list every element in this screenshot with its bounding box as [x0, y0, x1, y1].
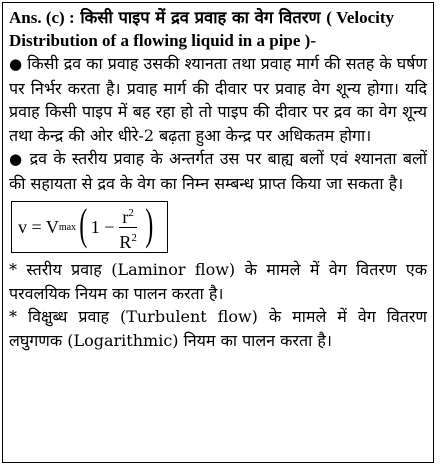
- paragraph-2: [9, 147, 427, 195]
- left-paren: (: [79, 200, 88, 249]
- right-paren: ): [145, 200, 154, 249]
- paragraph-1-text: किसी द्रव का प्रवाह उसकी श्यानता तथा प्रवाह मार्ग की सतह के घर्षण पर निर्भर करता है। प्रवाह मार्ग की दीवार पर प्रवाह वेग शून्य होगा। यदि प्रवाह किसी पाइप में बह रहा हो तो पाइप की दीवार पर द्रव का वेग शून्य तथा केन्द्र की ओर धीरे-2 बढ़ता हुआ केन्द्र पर अधिकतम होगा।: [9, 54, 427, 145]
- paragraph-3: [9, 258, 427, 305]
- paragraph-1: [9, 52, 427, 147]
- formula-fraction: [116, 203, 140, 252]
- hindi-title: किसी पाइप में द्रव प्रवाह का वेग वितरण: [80, 8, 321, 27]
- fraction-denominator: $R^2$: [119, 231, 137, 252]
- formula-lhs: v = V: [18, 216, 59, 237]
- formula-subscript: max: [58, 221, 77, 233]
- answer-label: Ans. (c) :: [9, 8, 75, 27]
- bullet-icon: ●: [9, 55, 23, 73]
- answer-box: [2, 2, 434, 463]
- star-icon: *: [9, 307, 17, 326]
- bullet-icon: ●: [9, 150, 24, 168]
- paragraph-2-text: द्रव के स्तरीय प्रवाह के अन्तर्गत उस पर बाह्य बलों एवं श्यानता बलों की सहायता से द्रव के वेग का निम्न सम्बन्ध प्राप्त किया जा सकता है।: [9, 149, 428, 193]
- paragraph-4: [9, 305, 427, 352]
- paragraph-4-text: विक्षुब्ध प्रवाह (Turbulent flow) के मामले में वेग वितरण लघुगणक (Logarithmic) नियम का पालन करता है।: [9, 307, 427, 350]
- paragraph-3-text: स्तरीय प्रवाह (Laminor flow) के मामले में वेग वितरण एक परवलयिक नियम का पालन करता है।: [9, 260, 427, 303]
- velocity-formula: [11, 201, 168, 253]
- formula-one-minus: 1 −: [90, 216, 115, 237]
- fraction-numerator: $r^2$: [119, 203, 137, 228]
- answer-heading: [9, 6, 427, 52]
- star-icon: *: [9, 260, 17, 279]
- english-title: ( Velocity Distribution of a flowing liquid in a pipe )-: [9, 8, 395, 50]
